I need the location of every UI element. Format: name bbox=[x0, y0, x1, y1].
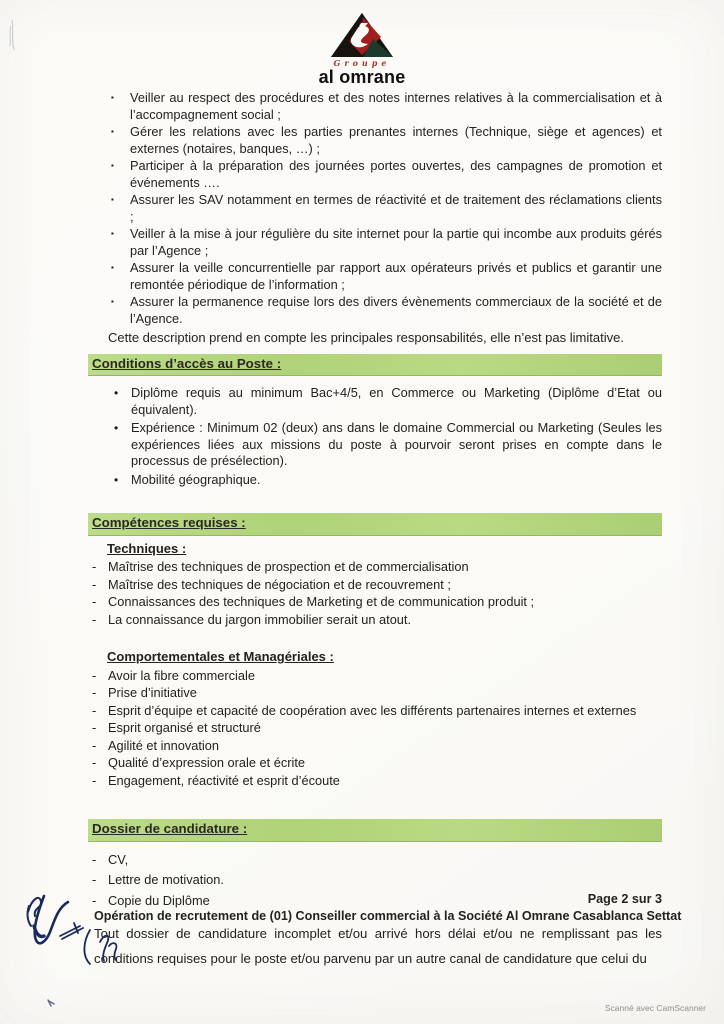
list-item bbox=[88, 472, 662, 489]
list-item bbox=[88, 872, 662, 889]
list-item bbox=[88, 738, 662, 755]
list-item bbox=[88, 720, 662, 737]
dash-bullet-icon: - bbox=[92, 851, 97, 867]
dash-bullet-icon: - bbox=[92, 755, 97, 770]
al-omrane-logo bbox=[287, 12, 437, 86]
list-item-text: Avoir la fibre commerciale bbox=[108, 667, 255, 683]
list-item-text: Prise d’initiative bbox=[108, 685, 197, 700]
list-item-text: Mobilité géographique. bbox=[131, 471, 261, 487]
list-item-text: Maîtrise des techniques de prospection et de commercialisation bbox=[108, 559, 469, 574]
list-item-text: Agilité et innovation bbox=[108, 737, 219, 753]
dash-bullet-icon: - bbox=[92, 559, 97, 574]
list-item bbox=[88, 192, 662, 225]
square-bullet-icon: ▪ bbox=[111, 93, 114, 102]
dossier-note-paragraph: Tout dossier de candidature incomplet et/ou arrivé hors délai et/ou ne remplissant pas les conditions requises pour le poste et/ou parvenu par un autre canal de candidature que celui du bbox=[94, 926, 662, 966]
square-bullet-icon: ▪ bbox=[111, 161, 114, 170]
list-item bbox=[88, 773, 662, 790]
list-item bbox=[88, 559, 662, 576]
list-item bbox=[88, 893, 662, 910]
list-item-text: Esprit organisé et structuré bbox=[108, 720, 261, 735]
list-item-text: Assurer la permanence requise lors des divers évènements commerciaux de la société et de l’Agence. bbox=[130, 294, 662, 326]
dash-bullet-icon: - bbox=[92, 702, 97, 718]
list-item-text: La connaissance du jargon immobilier serait un atout. bbox=[108, 611, 412, 627]
list-item bbox=[88, 852, 662, 869]
al-omrane-logo-icon bbox=[330, 12, 394, 58]
list-item bbox=[88, 226, 662, 259]
dash-bullet-icon: - bbox=[92, 594, 97, 609]
list-item bbox=[88, 294, 662, 327]
list-item-text: Veiller au respect des procédures et des notes internes relatives à la commercialisation et à l’accompagnement social ; bbox=[130, 90, 662, 122]
spacer bbox=[88, 629, 662, 644]
list-item bbox=[88, 685, 662, 702]
dash-bullet-icon: - bbox=[92, 737, 97, 753]
dash-bullet-icon: - bbox=[92, 611, 97, 627]
dossier-list bbox=[88, 852, 662, 910]
list-item bbox=[88, 755, 662, 772]
list-item-text: Gérer les relations avec les parties prenantes internes (Technique, siège et agences) et externes (notaires, banques, …) ; bbox=[130, 124, 662, 156]
dash-bullet-icon: - bbox=[92, 576, 97, 592]
section-heading-text: Conditions d’accès au Poste : bbox=[92, 355, 282, 371]
list-item bbox=[88, 594, 662, 611]
dash-bullet-icon: - bbox=[92, 667, 97, 683]
square-bullet-icon: ▪ bbox=[111, 127, 114, 136]
dash-bullet-icon: - bbox=[92, 772, 97, 788]
subsection-title-comportementales: Comportementales et Managériales : bbox=[107, 649, 334, 664]
spacer bbox=[88, 790, 662, 812]
list-item bbox=[88, 90, 662, 123]
spacer bbox=[88, 490, 662, 506]
list-item-text: Esprit d’équipe et capacité de coopération avec les différents partenaires internes et externes bbox=[108, 702, 637, 718]
responsibilities-closing-note: Cette description prend en compte les principales responsabilités, elle n’est pas limitative. bbox=[108, 330, 624, 345]
document-body bbox=[88, 90, 662, 971]
list-item bbox=[88, 124, 662, 157]
list-item-text: Veiller à la mise à jour régulière du site internet pour la partie qui incombe aux produits gérés par l’Agence ; bbox=[130, 226, 662, 258]
square-bullet-icon: ▪ bbox=[111, 263, 114, 272]
square-bullet-icon: ▪ bbox=[111, 297, 114, 306]
section-heading-dossier bbox=[88, 819, 662, 842]
list-item-text: Lettre de motivation. bbox=[108, 872, 224, 887]
list-item-text: Qualité d’expression orale et écrite bbox=[108, 755, 306, 770]
list-item-text: Diplôme requis au minimum Bac+4/5, en Commerce ou Marketing (Diplôme d’Etat ou équivalent). bbox=[131, 385, 662, 417]
dash-bullet-icon: - bbox=[92, 720, 97, 735]
techniques-list bbox=[88, 559, 662, 628]
page-number: Page 2 sur 3 bbox=[587, 892, 662, 906]
section-heading-conditions bbox=[88, 354, 662, 377]
list-item-text: Expérience : Minimum 02 (deux) ans dans le domaine Commercial ou Marketing (Seules les expériences liées aux missions du poste à pourvoir seront prises en compte dans le processus de présélection). bbox=[131, 420, 662, 468]
list-item-text: Maîtrise des techniques de négociation et de recouvrement ; bbox=[108, 576, 451, 592]
square-bullet-icon: ▪ bbox=[111, 229, 114, 238]
responsibilities-list bbox=[88, 90, 662, 327]
conditions-list bbox=[88, 385, 662, 488]
subsection-title-techniques: Techniques : bbox=[107, 540, 187, 556]
pen-smudge-mark bbox=[4, 14, 28, 64]
list-item-text: Assurer les SAV notamment en termes de réactivité et de traitement des réclamations clients ; bbox=[130, 192, 662, 224]
list-item bbox=[88, 260, 662, 293]
comportementales-list bbox=[88, 668, 662, 790]
list-item-text: Assurer la veille concurrentielle par rapport aux opérateurs privés et publics et garantir une remontée périodique de l’information ; bbox=[130, 260, 662, 292]
section-heading-text: Compétences requises : bbox=[92, 515, 246, 530]
footer-operation-title: Opération de recrutement de (01) Conseiller commercial à la Société Al Omrane Casablanca Settat bbox=[94, 909, 682, 923]
section-heading-text: Dossier de candidature : bbox=[92, 821, 248, 836]
list-item-text: CV, bbox=[108, 851, 129, 867]
section-heading-competences bbox=[88, 513, 662, 536]
list-item bbox=[88, 158, 662, 191]
list-item-text: Participer à la préparation des journées portes ouvertes, des campagnes de promotion et événements …. bbox=[130, 158, 662, 190]
list-item bbox=[88, 703, 662, 720]
dash-bullet-icon: - bbox=[92, 892, 97, 908]
list-item bbox=[88, 420, 662, 470]
list-item bbox=[88, 577, 662, 594]
round-bullet-icon: • bbox=[114, 472, 119, 487]
list-item-text: Copie du Diplôme bbox=[108, 892, 210, 908]
list-item-text: Connaissances des techniques de Marketing et de communication produit ; bbox=[108, 594, 535, 609]
camscanner-watermark: Scanné avec CamScanner bbox=[604, 1003, 706, 1013]
handwritten-signature bbox=[4, 882, 134, 1017]
dash-bullet-icon: - bbox=[92, 685, 97, 700]
square-bullet-icon: ▪ bbox=[111, 195, 114, 204]
logo-brand-name: al omrane bbox=[318, 67, 406, 87]
list-item bbox=[88, 612, 662, 629]
list-item bbox=[88, 385, 662, 418]
round-bullet-icon: • bbox=[114, 386, 119, 400]
list-item-text: Engagement, réactivité et esprit d’écoute bbox=[108, 772, 340, 788]
list-item bbox=[88, 668, 662, 685]
dash-bullet-icon: - bbox=[92, 872, 97, 887]
logo-group-label: Groupe bbox=[333, 58, 391, 68]
round-bullet-icon: • bbox=[114, 421, 119, 435]
